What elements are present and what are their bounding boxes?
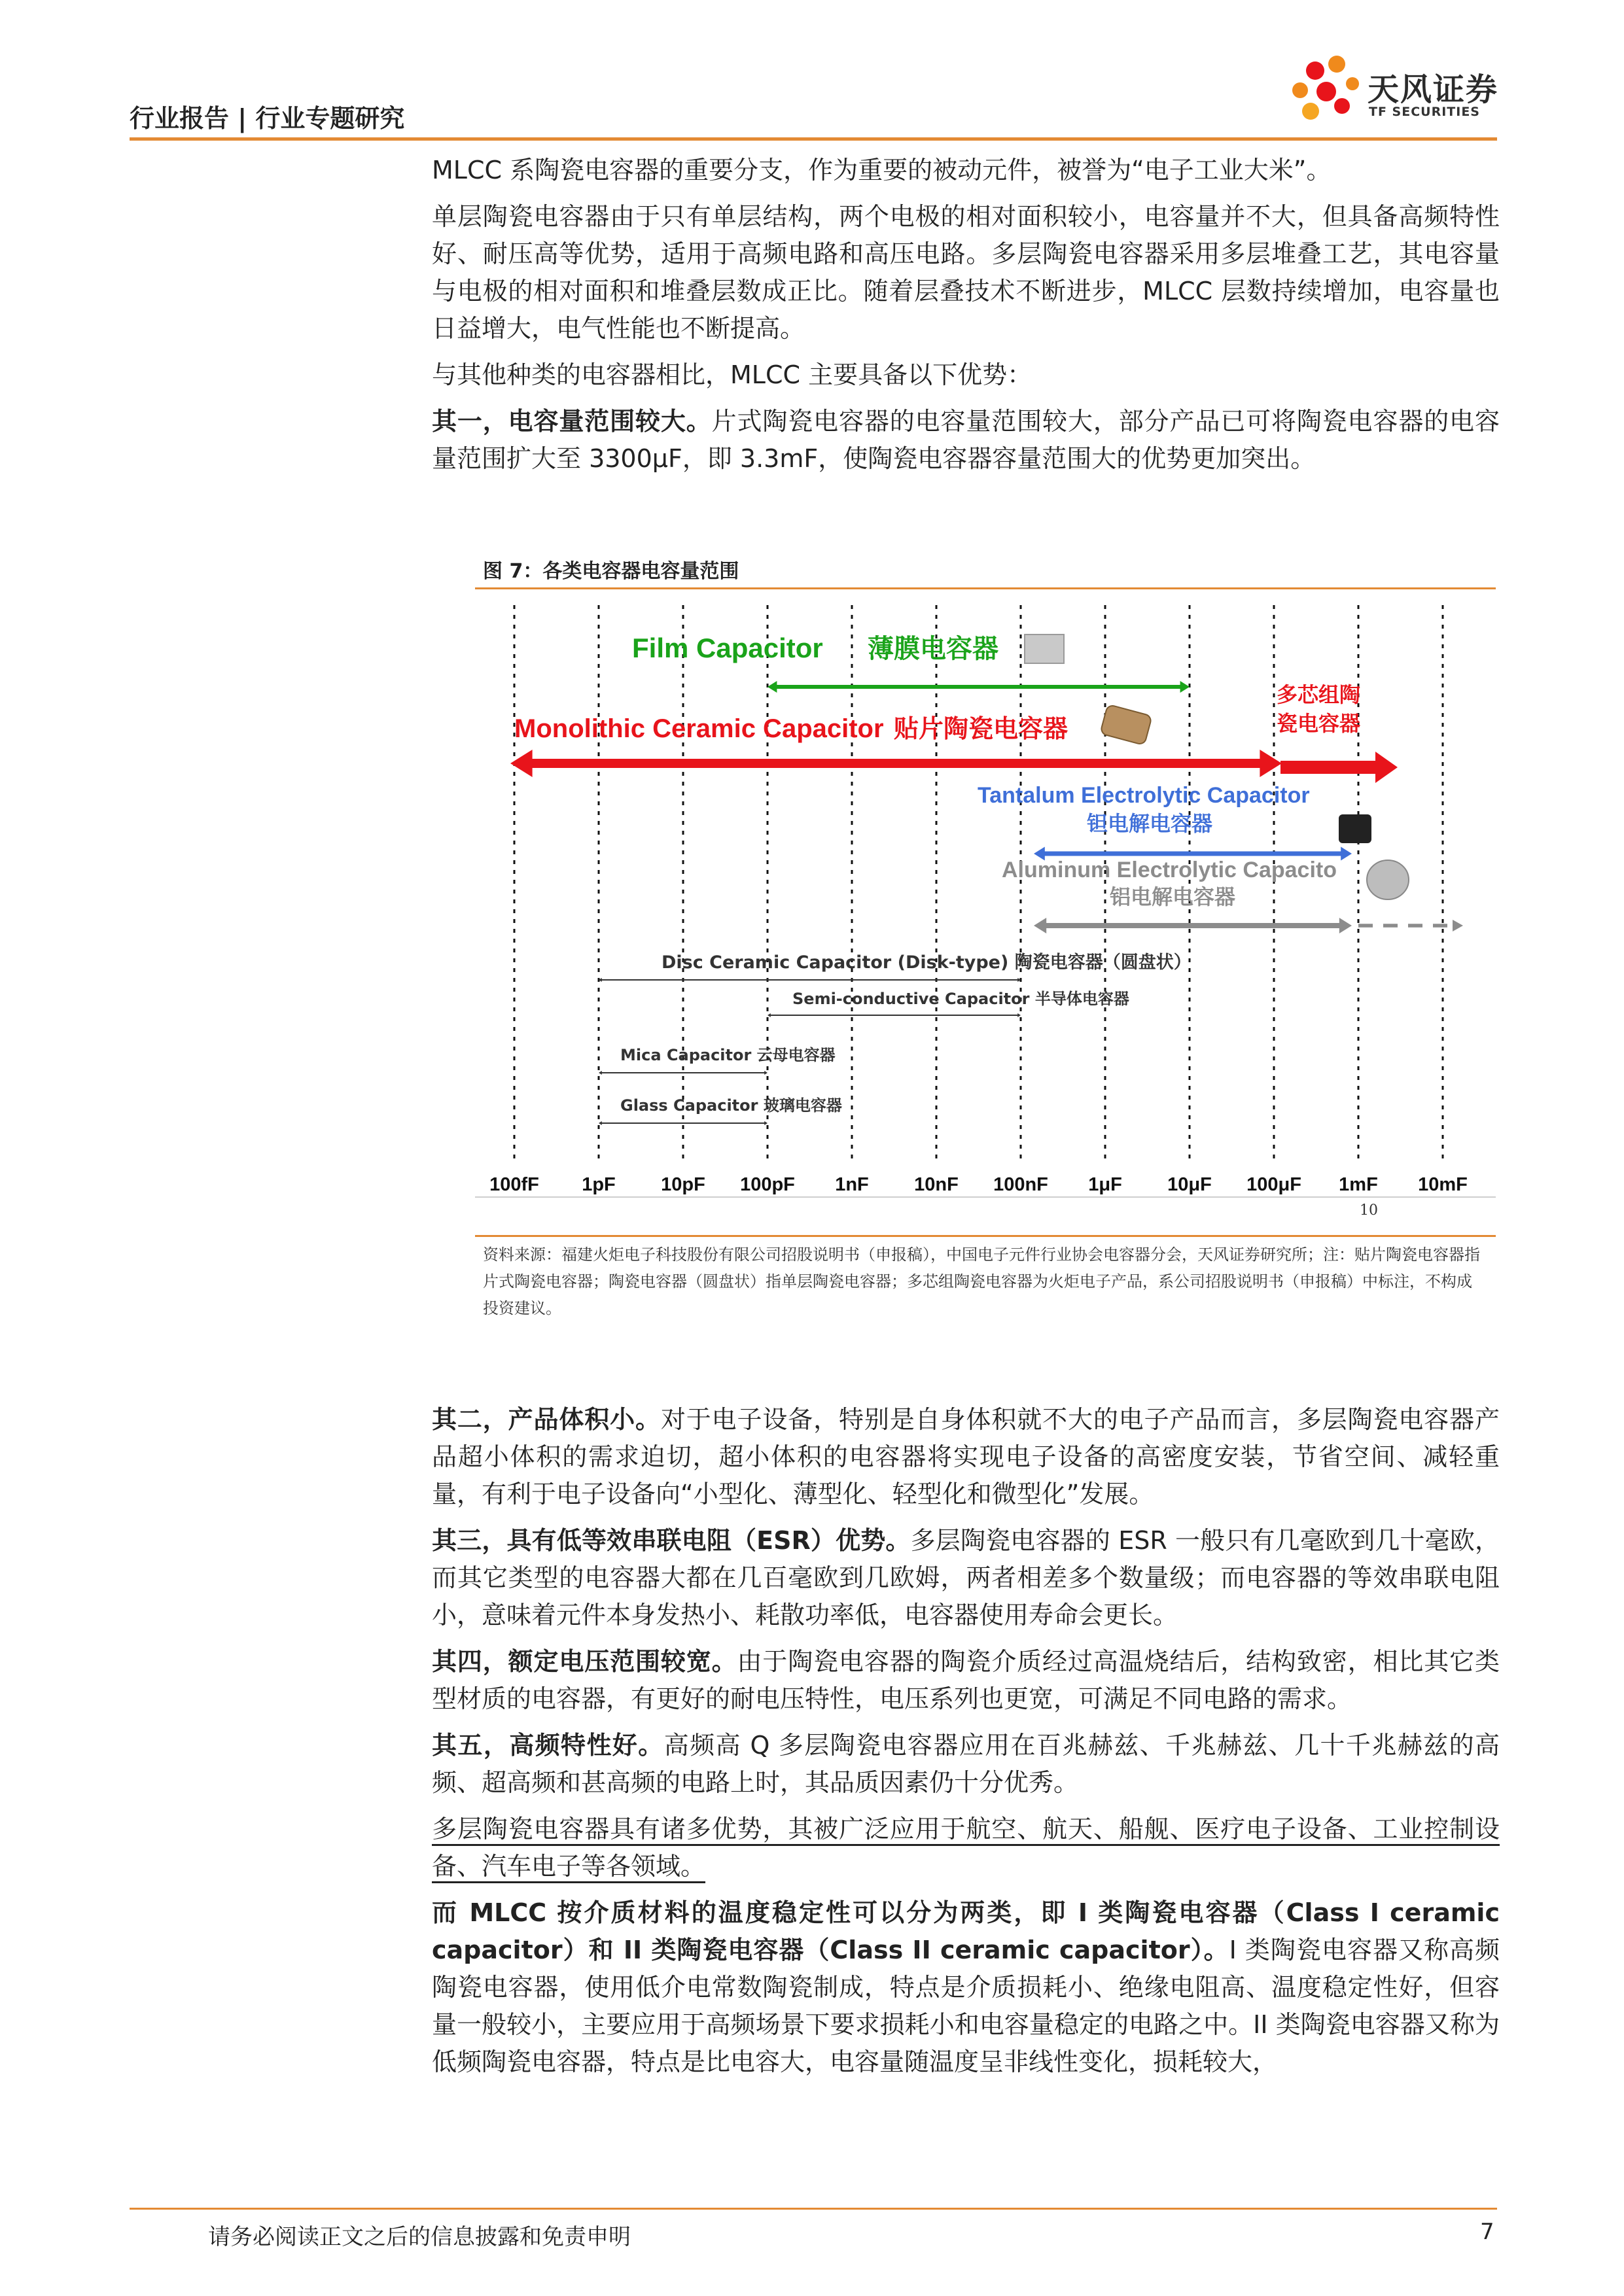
range-arrowhead [1339,918,1352,933]
range-arrowhead [1375,752,1398,783]
header-divider [130,137,1497,141]
paragraph [432,1522,1500,1634]
page-number: 7 [1480,2219,1494,2245]
glass-range [599,1121,768,1125]
range-arrowhead [764,1121,768,1125]
x-tick-label: 10nF [914,1174,959,1195]
semi-conductive-range [768,1013,1021,1017]
paragraph [432,1894,1500,2081]
mono-label-cn: 贴片陶瓷电容器 [894,714,1068,743]
range-arrowhead [1180,681,1190,693]
paragraph-text: 对于电子设备，特别是自身体积就不大的电子产品而言，多层陶瓷电容器产品超小体积的需求迫切，超小体积的电容器将实现电子设备的高密度安装，节省空间、减轻重量，有利于电子设备向“小型化、薄型化、轻型化和微型化”发展。 [432,1405,1500,1508]
paragraph-text: 片式陶瓷电容器的电容量范围较大，部分产品已可将陶瓷电容器的电容量范围扩大至 3300μF，即 3.3mF，使陶瓷电容器容量范围大的优势更加突出。 [432,407,1500,473]
underlined-paragraph: 多层陶瓷电容器具有诸多优势，其被广泛应用于航空、航天、船舰、医疗电子设备、工业控制设备、汽车电子等各领域。 [432,1815,1500,1881]
footer-disclaimer: 请务必阅读正文之后的信息披露和免责申明 [208,2224,631,2250]
body-text-top [432,152,1500,478]
mica-label: Mica Capacitor 云母电容器 [620,1046,836,1064]
range-arrowhead [768,681,777,693]
glass-label: Glass Capacitor 玻璃电容器 [620,1096,842,1115]
film-capacitor-range [768,681,1190,693]
paragraph: 与其他种类的电容器相比，MLCC 主要具备以下优势： [432,360,1033,389]
paragraph [432,1401,1500,1513]
figure-title: 图 7：各类电容器电容量范围 [483,560,739,583]
x-tick-label: 1pF [582,1174,616,1195]
film-capacitor-photo [1025,635,1064,663]
range-arrowhead [599,1121,602,1125]
paragraph [432,1727,1500,1801]
multi-label-2: 瓷电容器 [1277,711,1361,736]
paragraph-lead: 其四，额定电压范围较宽。 [432,1647,737,1676]
paragraph-lead: 其二，产品体积小。 [432,1405,661,1434]
paragraph [432,403,1500,478]
range-arrowhead [599,1071,602,1075]
paragraph-text: 高频高 Q 多层陶瓷电容器应用在百兆赫兹、千兆赫兹、几十千兆赫兹的高频、超高频和甚高频的电路上时，其品质因素仍十分优秀。 [432,1731,1500,1797]
paragraph-text: 由于陶瓷电容器的陶瓷介质经过高温烧结后，结构致密，相比其它类型材质的电容器，有更好的耐电压特性，电压系列也更宽，可满足不同电路的需求。 [432,1647,1500,1713]
tant-label-en: Tantalum Electrolytic Capacitor [978,783,1310,808]
monolithic-ceramic-capacitor-range [510,750,1282,777]
paragraph-lead: 而 MLCC 按介质材料的温度稳定性可以分为两类，即 I 类陶瓷电容器（Class I ceramic capacitor）和 II 类陶瓷电容器（Class II ceramic capacitor）。 [432,1898,1500,1964]
film-label-en: Film Capacitor [632,633,823,663]
range-arrowhead [1260,750,1282,777]
body-text-bottom [432,1401,1500,2081]
logo-name-cn: 天风证券 [1368,71,1499,108]
range-arrowhead [768,1013,771,1017]
paragraph-lead: 其三，具有低等效串联电阻（ESR）优势。 [432,1526,911,1555]
paragraph-text: 多层陶瓷电容器的 ESR 一般只有几毫欧到几十毫欧，而其它类型的电容器大都在几百毫欧到几欧姆，两者相差多个数量级；而电容器的等效串联电阻小，意味着元件本身发热小、耗散功率低，电容器使用寿命会更长。 [432,1526,1500,1629]
multi-label-1: 多芯组陶 [1277,682,1361,707]
x-tick-label: 100pF [740,1174,795,1195]
paragraph: 单层陶瓷电容器由于只有单层结构，两个电极的相对面积较小，电容量并不大，但具备高频特性好、耐压高等优势，适用于高频电路和高压电路。多层陶瓷电容器采用多层堆叠工艺，其电容量与电极的相对面积和堆叠层数成正比。随着层叠技术不断进步，MLCC 层数持续增加，电容量也日益增大，电气性能也不断提高。 [432,202,1500,343]
alu-label-en: Aluminum Electrolytic Capacito [1002,858,1337,882]
x-tick-label: 100μF [1246,1174,1301,1195]
multi-chip-ceramic-range [1280,752,1398,783]
range-bar [1280,761,1378,774]
range-arrowhead [1034,918,1046,933]
x-tick-label: 100fF [489,1174,539,1195]
x-tick-label: 1nF [835,1174,869,1195]
paragraph: MLCC 系陶瓷电容器的重要分支，作为重要的被动元件，被誉为“电子工业大米”。 [432,156,1332,184]
x-tick-label: 10μF [1167,1174,1212,1195]
paragraph-lead: 其一，电容量范围较大。 [432,407,712,436]
figure-top-rule [475,587,1496,589]
aluminum-capacitor-photo [1367,860,1409,899]
x-tick-label: 10pF [661,1174,705,1195]
x-tick-label: 10mF [1418,1174,1468,1195]
figure-bottom-rule [475,1235,1496,1237]
capacitance-range-chart [475,592,1496,1233]
tantalum-capacitor-photo [1339,814,1371,843]
x-axis-ticks [489,1174,1468,1195]
x-tick-label: 1μF [1088,1174,1122,1195]
paragraph-text: I 类陶瓷电容器又称高频陶瓷电容器，使用低介电常数陶瓷制成，特点是介质损耗小、绝缘电阻高、温度稳定性好，但容量一般较小，主要应用于高频场景下要求损耗小和电容量稳定的电路之中。II 类陶瓷电容器又称为低频陶瓷电容器，特点是比电容大，电容量随温度呈非线性变化，损耗较大， [432,1936,1500,2076]
axis-note: 10 [1360,1202,1378,1219]
disc-label: Disc Ceramic Capacitor (Disk-type) 陶瓷电容器（圆盘状） [662,952,1192,973]
paragraph-lead: 其五，高频特性好。 [432,1731,664,1760]
chip-capacitor-photo [1100,704,1152,746]
paragraph [432,1643,1500,1718]
range-arrowhead [1341,847,1352,861]
figure-source: 资料来源：福建火炬电子科技股份有限公司招股说明书（申报稿），中国电子元件行业协会电容器分会，天风证券研究所；注：贴片陶瓷电容器指片式陶瓷电容器；陶瓷电容器（圆盘状）指单层陶瓷电容器；多芯组陶瓷电容器为火炬电子产品，系公司招股说明书（申报稿）中标注，不构成投资建议。 [483,1245,1480,1317]
mono-label-en: Monolithic Ceramic Capacitor [514,714,884,743]
range-arrowhead [764,1071,768,1075]
disc-ceramic-range [599,978,1021,982]
alu-label-cn: 铝电解电容器 [1110,884,1236,909]
footer-divider [130,2208,1497,2210]
x-tick-label: 1mF [1339,1174,1378,1195]
film-label-cn: 薄膜电容器 [868,634,998,664]
range-arrowhead [1453,920,1463,931]
tant-label-cn: 钽电解电容器 [1087,811,1213,836]
mica-range [599,1071,768,1075]
logo-name-en: TF SECURITIES [1369,105,1480,119]
semi-label: Semi-conductive Capacitor 半导体电容器 [792,990,1129,1008]
aluminum-capacitor-range [1034,918,1463,933]
range-arrowhead [1017,1013,1021,1017]
x-tick-label: 100nF [993,1174,1048,1195]
report-category: 行业报告 | 行业专题研究 [130,104,405,133]
